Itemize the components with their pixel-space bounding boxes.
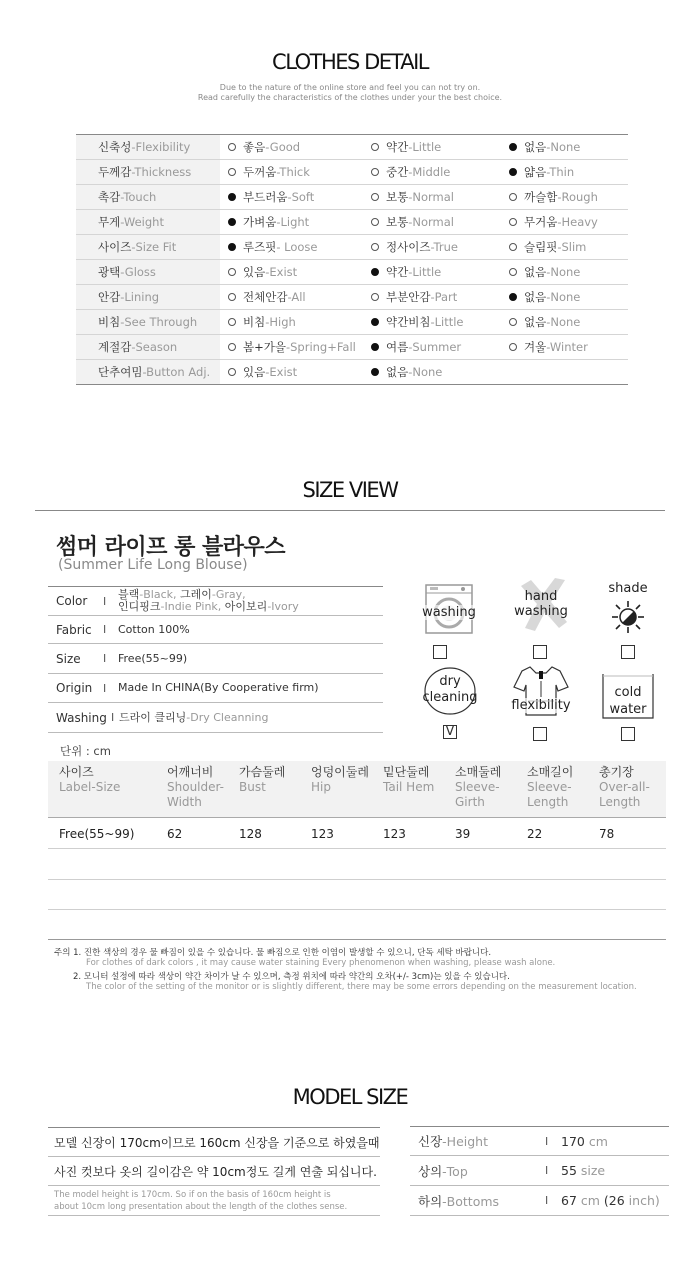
detail-row-label: 비침 -See Through xyxy=(76,310,220,334)
detail-option: 정사이즈 -True xyxy=(363,239,506,255)
radio-dot-icon xyxy=(371,193,379,201)
detail-option: 약간 -Little xyxy=(363,264,506,280)
clothes-detail-table xyxy=(76,134,628,385)
detail-option: 없음 -None xyxy=(506,314,628,330)
detail-row xyxy=(76,335,628,360)
size-view-divider xyxy=(35,510,665,511)
detail-option: 없음 -None xyxy=(506,139,628,155)
info-row-size: Size I Free(55~99) xyxy=(48,644,383,674)
detail-option: 얇음 -Thin xyxy=(506,164,628,180)
info-row-washing: Washing I 드라이 클리닝-Dry Cleanning xyxy=(48,703,383,733)
radio-dot-icon xyxy=(371,343,379,351)
detail-row-label: 사이즈 -Size Fit xyxy=(76,235,220,259)
detail-option: 보통 -Normal xyxy=(363,189,506,205)
product-name-ko: 썸머 라이프 롱 블라우스 xyxy=(56,535,285,560)
size-value: 62 xyxy=(167,827,183,841)
radio-dot-icon xyxy=(228,318,236,326)
size-view-title: SIZE VIEW xyxy=(302,478,398,502)
detail-row-label: 무게 -Weight xyxy=(76,210,220,234)
check-dry-cleaning[interactable]: V xyxy=(443,725,457,739)
detail-row xyxy=(76,185,628,210)
detail-option: 약간비침 -Little xyxy=(363,314,506,330)
detail-row-label: 신축성 -Flexibility xyxy=(76,135,220,159)
detail-note-2: Read carefully the characteristics of the clothes under your the best choice. xyxy=(197,93,503,102)
check-shade[interactable] xyxy=(621,645,635,659)
size-column-header: 가슴둘레 Bust xyxy=(239,765,286,794)
size-value: 22 xyxy=(527,827,543,841)
detail-option: 없음 -None xyxy=(506,264,628,280)
detail-row xyxy=(76,360,628,385)
size-value: 128 xyxy=(239,827,262,841)
check-flexibility[interactable] xyxy=(533,727,547,741)
size-column-header: 어깨너비 Shoulder- Width xyxy=(167,765,224,809)
radio-dot-icon xyxy=(509,218,517,226)
info-row-color: Color I 블랙-Black, 그레이-Gray, 인디핑크-Indie Pink, 아이보리-Ivory xyxy=(48,586,383,616)
size-column-header: 소매길이 Sleeve- Length xyxy=(527,765,574,809)
radio-dot-icon xyxy=(371,168,379,176)
detail-option: 부분안감 -Part xyxy=(363,289,506,305)
detail-row-label: 광택 -Gloss xyxy=(76,260,220,284)
radio-dot-icon xyxy=(509,318,517,326)
radio-dot-icon xyxy=(228,293,236,301)
radio-dot-icon xyxy=(371,243,379,251)
size-table-header xyxy=(48,761,666,818)
model-note-en: The model height is 170cm. So if on the basis of 160cm height is about 10cm long presentation about the length of the clothes sense. xyxy=(54,1190,348,1212)
radio-dot-icon xyxy=(371,268,379,276)
product-name-en: (Summer Life Long Blouse) xyxy=(58,557,248,573)
model-size-title: MODEL SIZE xyxy=(292,1085,408,1109)
detail-row xyxy=(76,260,628,285)
detail-row xyxy=(76,160,628,185)
clothes-detail-title: CLOTHES DETAIL xyxy=(272,50,428,74)
detail-option: 루즈핏 - Loose xyxy=(220,239,363,255)
info-value: Made In CHINA(By Cooperative firm) xyxy=(118,681,319,694)
radio-dot-icon xyxy=(228,168,236,176)
detail-option: 두꺼움 -Thick xyxy=(220,164,363,180)
size-table-bottom xyxy=(48,939,666,940)
info-row-origin: Origin I Made In CHINA(By Cooperative firm) xyxy=(48,674,383,703)
model-note-1: 모델 신장이 170cm이므로 160cm 신장을 기준으로 하였을때 xyxy=(48,1127,380,1157)
radio-dot-icon xyxy=(509,343,517,351)
detail-row-label: 계절감 -Season xyxy=(76,335,220,359)
size-column-header: 소매둘레 Sleeve- Girth xyxy=(455,765,502,809)
radio-dot-icon xyxy=(228,143,236,151)
radio-dot-icon xyxy=(509,293,517,301)
radio-dot-icon xyxy=(509,243,517,251)
radio-dot-icon xyxy=(228,368,236,376)
radio-dot-icon xyxy=(371,143,379,151)
detail-row-label: 단추여밈 -Button Adj. xyxy=(76,360,220,384)
detail-row-label: 두께감 -Thickness xyxy=(76,160,220,184)
detail-row xyxy=(76,210,628,235)
info-value: Cotton 100% xyxy=(118,622,190,636)
radio-dot-icon xyxy=(509,268,517,276)
info-key: Color xyxy=(56,594,88,608)
size-column-header: 밑단둘레 Tail Hem xyxy=(383,765,435,794)
detail-option: 여름 -Summer xyxy=(363,339,506,355)
detail-option: 부드러움 -Soft xyxy=(220,189,363,205)
model-row-bottoms: 하의-Bottoms I 67 cm (26 inch) xyxy=(410,1186,669,1216)
model-row-top: 상의-Top I 55 size xyxy=(410,1156,669,1186)
info-value: 블랙-Black, 그레이-Gray, 인디핑크-Indie Pink, 아이보리-Ivory xyxy=(118,588,299,613)
info-value: 드라이 클리닝-Dry Cleanning xyxy=(119,710,269,724)
detail-option: 가벼움 -Light xyxy=(220,214,363,230)
product-info xyxy=(48,586,383,733)
radio-dot-icon xyxy=(509,168,517,176)
size-value: 39 xyxy=(455,827,471,841)
detail-note-1: Due to the nature of the online store and feel you can not try on. xyxy=(219,83,481,92)
info-key: Size xyxy=(56,651,81,666)
detail-option: 전체안감 -All xyxy=(220,289,363,305)
size-column-header: 사이즈 Label-Size xyxy=(59,765,121,794)
size-value: 123 xyxy=(383,827,406,841)
sun-shade-icon xyxy=(610,599,646,635)
detail-option: 무거움 -Heavy xyxy=(506,214,628,230)
size-row-divider xyxy=(48,848,666,849)
radio-dot-icon xyxy=(371,368,379,376)
caution-1-en: For clothes of dark colors , it may cause water staining Every phenomenon when washing, please wash alone. xyxy=(86,958,556,968)
detail-option: 중간 -Middle xyxy=(363,164,506,180)
size-row-divider xyxy=(48,909,666,910)
info-key: Washing xyxy=(56,710,107,725)
size-column-header: 총기장 Over-all- Length xyxy=(599,765,650,809)
radio-dot-icon xyxy=(228,243,236,251)
detail-row-label: 안감 -Lining xyxy=(76,285,220,309)
radio-dot-icon xyxy=(509,143,517,151)
detail-row xyxy=(76,235,628,260)
radio-dot-icon xyxy=(228,193,236,201)
info-key: Origin xyxy=(56,681,93,695)
detail-option: 있음 -Exist xyxy=(220,264,363,280)
model-row-height: 신장-Height I 170 cm xyxy=(410,1126,669,1156)
detail-option: 없음 -None xyxy=(506,289,628,305)
detail-option: 슬림핏 -Slim xyxy=(506,239,628,255)
size-value: 78 xyxy=(599,827,615,841)
check-washing[interactable] xyxy=(433,645,447,659)
detail-row xyxy=(76,285,628,310)
radio-dot-icon xyxy=(371,218,379,226)
detail-option: 없음 -None xyxy=(363,364,485,380)
radio-dot-icon xyxy=(228,343,236,351)
radio-dot-icon xyxy=(228,268,236,276)
caution-2-ko: 2. 모니터 설정에 따라 색상이 약간 차이가 날 수 있으며, 측정 위치에 따라 약간의 오차(+/- 3cm)는 있을 수 있습니다. xyxy=(73,972,510,982)
radio-dot-icon xyxy=(371,293,379,301)
detail-option: 약간 -Little xyxy=(363,139,506,155)
detail-option: 좋음 -Good xyxy=(220,139,363,155)
unit-label: 단위 : cm xyxy=(60,744,111,758)
detail-option: 겨울 -Winter xyxy=(506,339,628,355)
detail-option: 있음 -Exist xyxy=(220,364,363,380)
caution-1-ko: 주의 1. 진한 색상의 경우 물 빠짐이 있을 수 있습니다. 물 빠짐으로 인한 이염이 발생할 수 있으니, 단독 세탁 바랍니다. xyxy=(54,948,492,958)
caution-2-en: The color of the setting of the monitor or is slightly different, there may be some errors depending on the measurement location. xyxy=(86,982,637,992)
radio-dot-icon xyxy=(228,218,236,226)
radio-dot-icon xyxy=(509,193,517,201)
size-row-divider xyxy=(48,879,666,880)
detail-row-label: 촉감 -Touch xyxy=(76,185,220,209)
model-note-bottom xyxy=(48,1215,380,1216)
info-value: Free(55~99) xyxy=(118,651,188,665)
detail-row xyxy=(76,135,628,160)
size-value: Free(55~99) xyxy=(59,827,135,841)
detail-option: 까슬함 -Rough xyxy=(506,189,628,205)
size-column-header: 엉덩이둘레 Hip xyxy=(311,765,369,794)
check-hand-washing[interactable] xyxy=(533,645,547,659)
model-note-2: 사진 컷보다 옷의 길이감은 약 10cm정도 길게 연출 되십니다. xyxy=(48,1157,380,1186)
size-value: 123 xyxy=(311,827,334,841)
check-cold-water[interactable] xyxy=(621,727,635,741)
detail-option: 비침 -High xyxy=(220,314,363,330)
info-key: Fabric xyxy=(56,622,92,637)
detail-option: 봄+가을 -Spring+Fall xyxy=(220,339,363,355)
detail-row xyxy=(76,310,628,335)
radio-dot-icon xyxy=(371,318,379,326)
info-row-fabric: Fabric I Cotton 100% xyxy=(48,616,383,644)
detail-option: 보통 -Normal xyxy=(363,214,506,230)
